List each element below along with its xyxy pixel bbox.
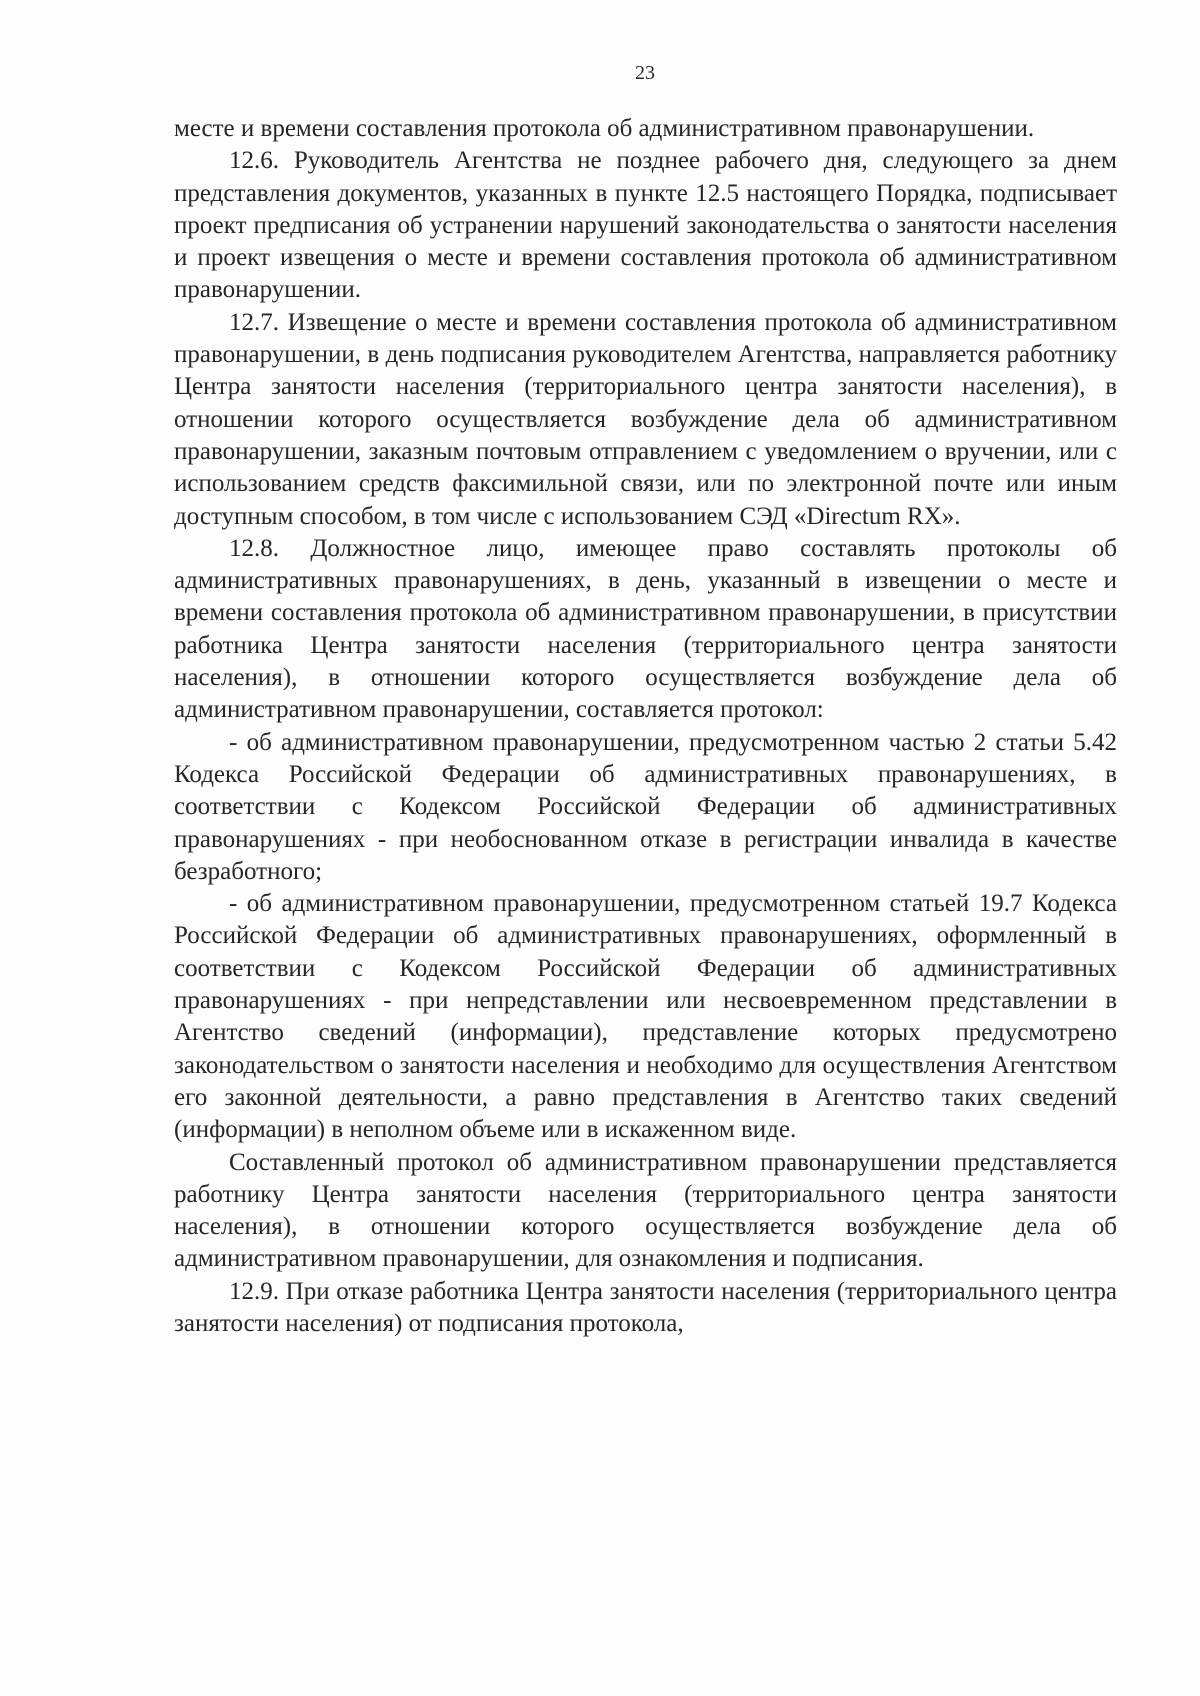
list-item-article-19-7: - об административном правонарушении, предусмотренном статьей 19.7 Кодекса Российской Федерации об административных правонарушениях, оформленный в соответствии с Кодексом Российской Федерации об административных правонарушениях - при непредставлении или несвоевременном представлении в Агентство сведений (информации), представление которых предусмотрено законодательством о занятости населения и необходимо для осуществления Агентством его законной деятельности, а равно представления в Агентство таких сведений (информации) в неполном объеме или в искаженном виде. <box>174 890 1117 1144</box>
paragraph-12-9: 12.9. При отказе работника Центра занятости населения (территориального центра занятости населения) от подписания протокола, <box>174 1277 1117 1337</box>
paragraph-continuation: месте и времени составления протокола об административном правонарушении. <box>174 115 1035 142</box>
paragraph-protocol: Составленный протокол об административном правонарушении представляется работнику Центра занятости населения (территориального центра занятости населения), в отношении которого осуществляется возбуждение дела об административном правонарушении, для ознакомления и подписания. <box>174 1148 1117 1273</box>
paragraph-12-7: 12.7. Извещение о месте и времени составления протокола об административном правонарушении, в день подписания руководителем Агентства, направляется работнику Центра занятости населения (территориального центра занятости населения), в отношении которого осуществляется возбуждение дела об административном правонарушении, заказным почтовым отправлением с уведомлением о вручении, или с использованием средств факсимильной связи, или по электронной почте или иным доступным способом, в том числе с использованием СЭД «Directum RX». <box>174 308 1117 530</box>
paragraph-12-6: 12.6. Руководитель Агентства не позднее рабочего дня, следующего за днем представления документов, указанных в пункте 12.5 настоящего Порядка, подписывает проект предписания об устранении нарушений законодательства о занятости населения и проект извещения о месте и времени составления протокола об административном правонарушении. <box>174 147 1117 304</box>
document-body <box>174 113 1117 1340</box>
page-number: 23 <box>635 62 655 84</box>
list-item-article-5-42: - об административном правонарушении, предусмотренном частью 2 статьи 5.42 Кодекса Российской Федерации об административных правонарушениях, в соответствии с Кодексом Российской Федерации об административных правонарушениях - при необоснованном отказе в регистрации инвалида в качестве безработного; <box>174 728 1117 885</box>
paragraph-12-8: 12.8. Должностное лицо, имеющее право составлять протоколы об административных правонарушениях, в день, указанный в извещении о месте и времени составления протокола об административном правонарушении, в присутствии работника Центра занятости населения (территориального центра занятости населения), в отношении которого осуществляется возбуждение дела об административном правонарушении, составляется протокол: <box>174 534 1117 724</box>
